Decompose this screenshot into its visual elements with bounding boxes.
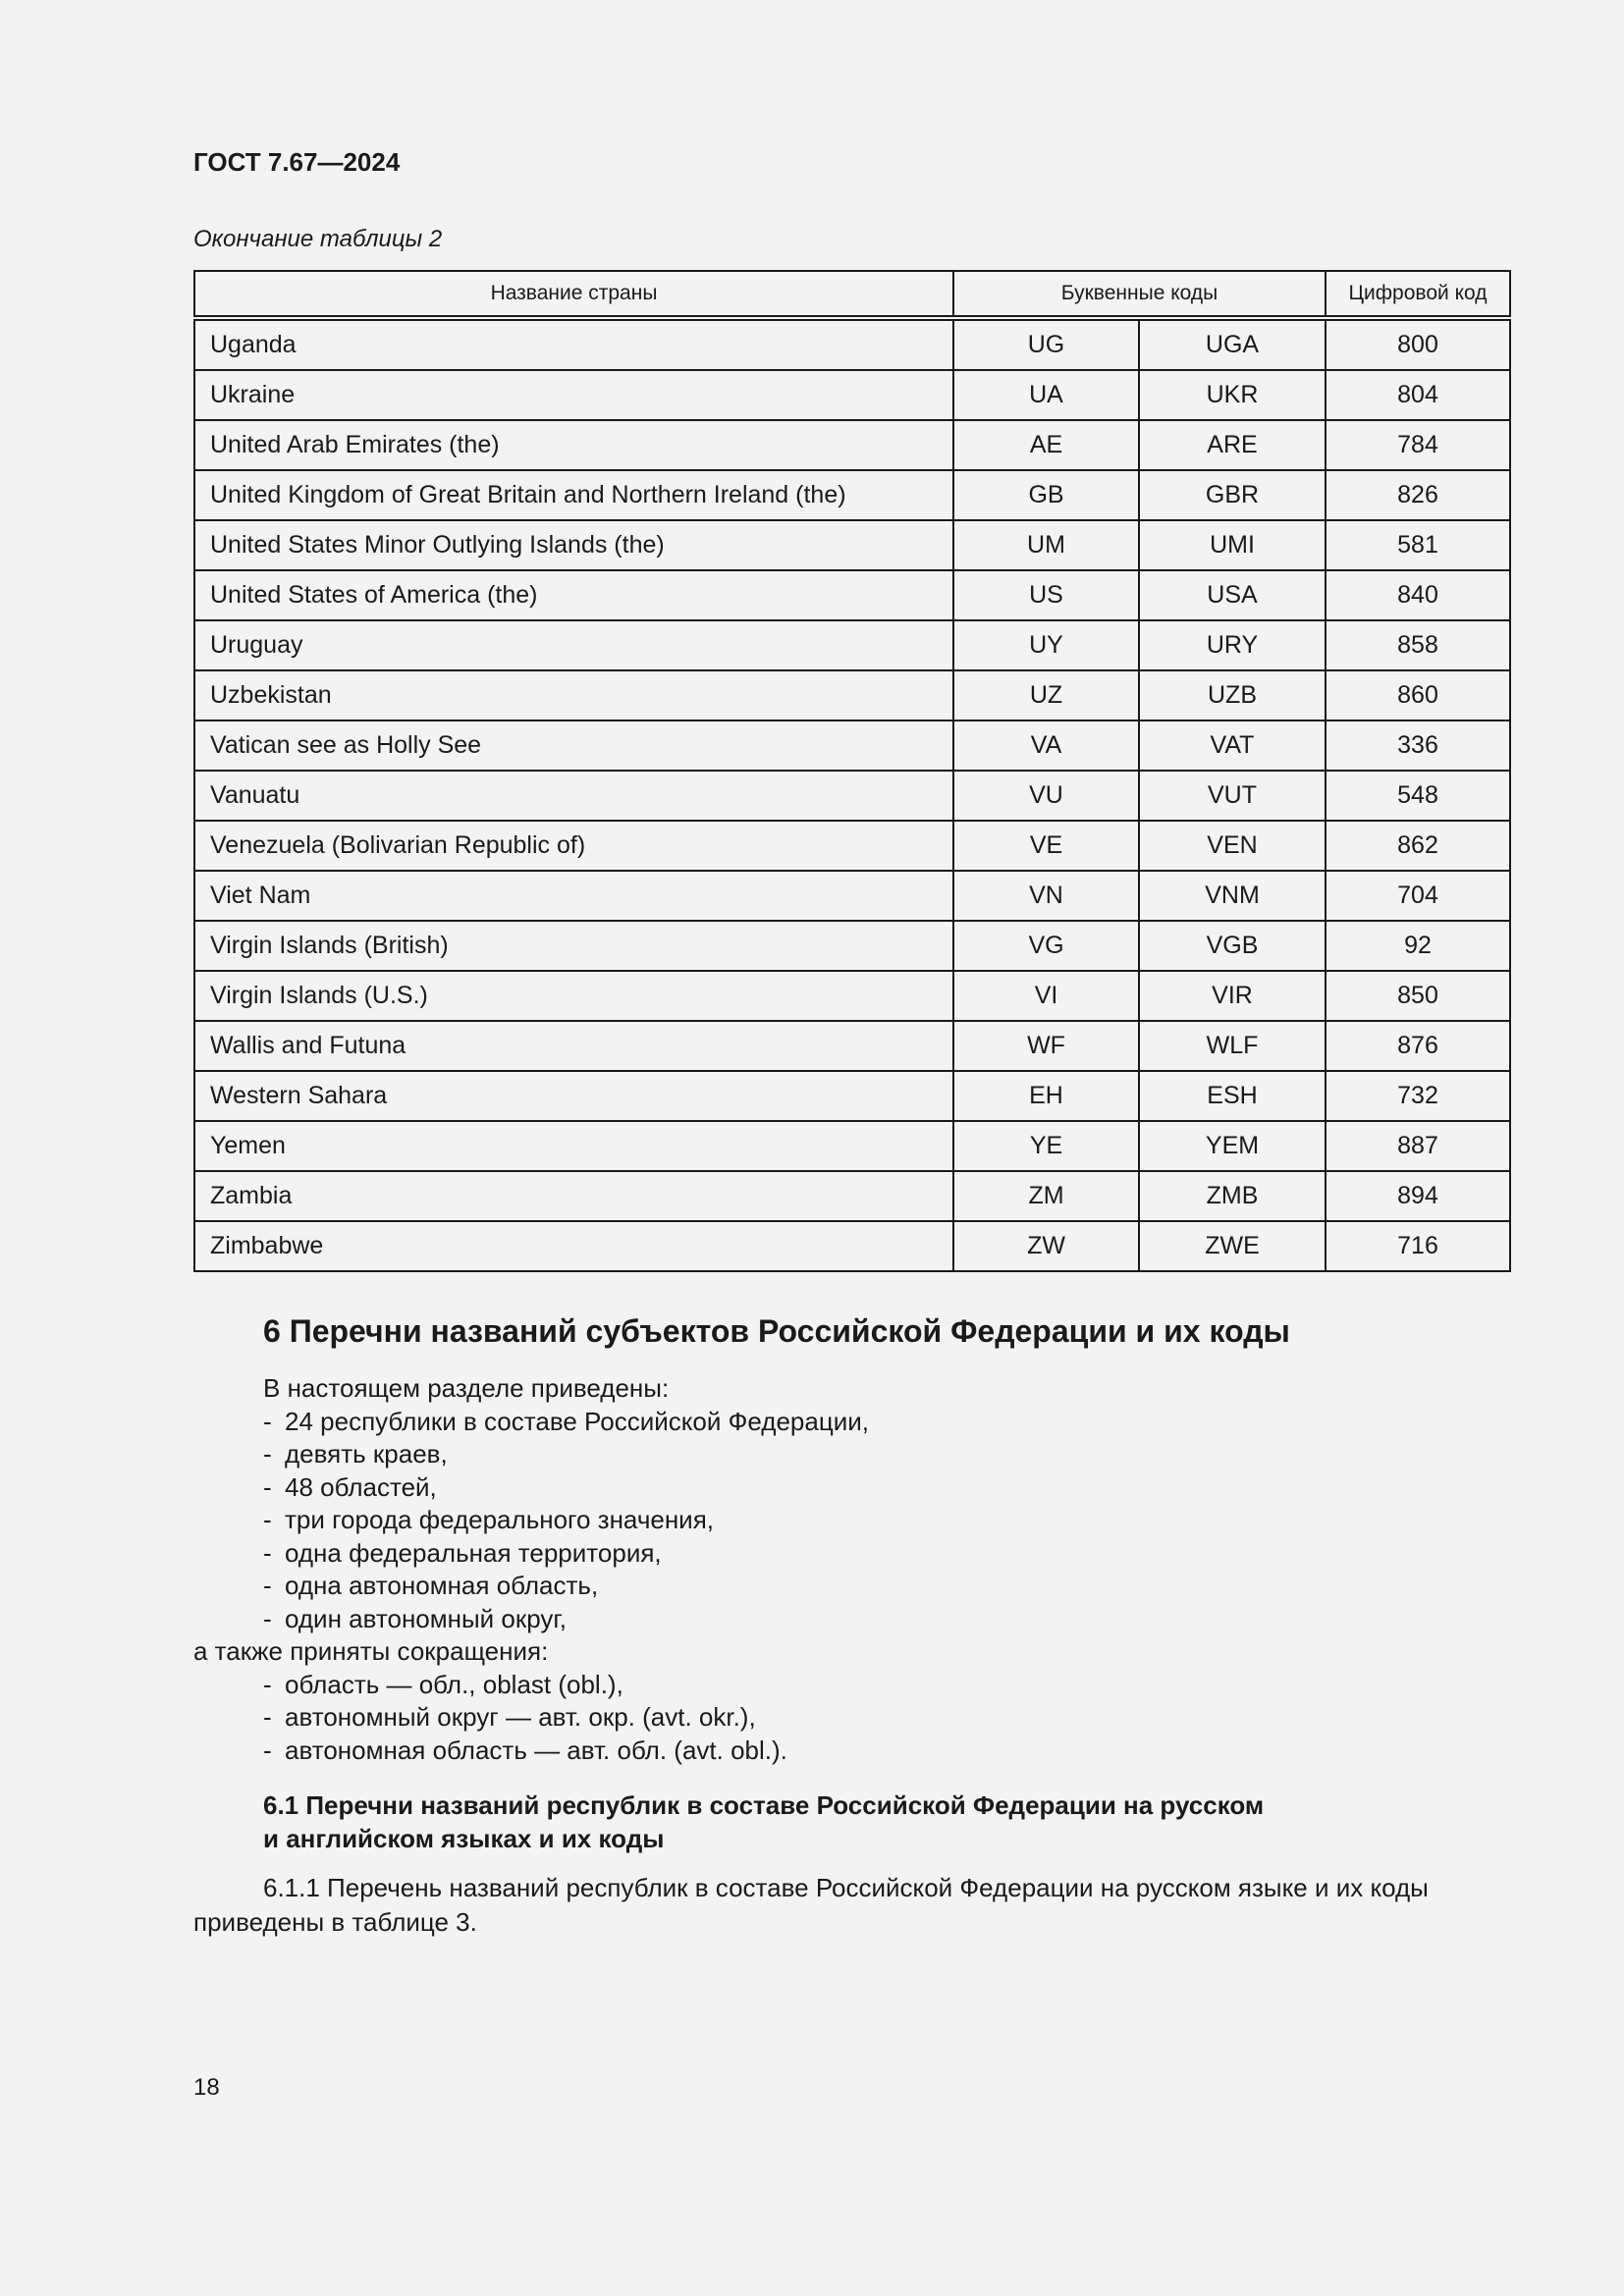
table-row: [194, 1171, 1510, 1221]
list-item-text: автономная область — авт. обл. (avt. obl.).: [285, 1735, 787, 1765]
cell-country: Uruguay: [194, 620, 953, 670]
subsection-title-line-2: и английском языках и их коды: [263, 1824, 665, 1853]
abbreviations-list: [193, 1669, 1509, 1768]
cell-alpha3-code: URY: [1139, 620, 1326, 670]
list-dash: -: [263, 1571, 272, 1600]
cell-alpha3-code: ESH: [1139, 1071, 1326, 1121]
cell-alpha2-code: WF: [953, 1021, 1139, 1071]
table-row: [194, 520, 1510, 570]
cell-numeric-code: 92: [1326, 921, 1510, 971]
column-header-country: Название страны: [194, 271, 953, 318]
cell-country: United Kingdom of Great Britain and Northern Ireland (the): [194, 470, 953, 520]
cell-numeric-code: 860: [1326, 670, 1510, 721]
table-row: [194, 370, 1510, 420]
cell-alpha2-code: ZW: [953, 1221, 1139, 1271]
cell-country: Zimbabwe: [194, 1221, 953, 1271]
cell-numeric-code: 804: [1326, 370, 1510, 420]
list-dash: -: [263, 1669, 272, 1699]
cell-numeric-code: 858: [1326, 620, 1510, 670]
cell-alpha3-code: VGB: [1139, 921, 1326, 971]
country-codes-table: [193, 270, 1511, 1272]
cell-alpha3-code: USA: [1139, 570, 1326, 620]
abbreviation-item: [193, 1669, 1509, 1702]
table-header-row: [194, 271, 1510, 318]
list-item: [193, 1504, 1509, 1537]
list-dash: -: [263, 1439, 272, 1468]
table-row: [194, 620, 1510, 670]
cell-numeric-code: 876: [1326, 1021, 1510, 1071]
table-row: [194, 318, 1510, 370]
list-item: [193, 1603, 1509, 1636]
cell-country: Uganda: [194, 318, 953, 370]
cell-numeric-code: 732: [1326, 1071, 1510, 1121]
table-row: [194, 1071, 1510, 1121]
cell-numeric-code: 862: [1326, 821, 1510, 871]
list-item: [193, 1537, 1509, 1571]
cell-numeric-code: 548: [1326, 771, 1510, 821]
cell-alpha3-code: UKR: [1139, 370, 1326, 420]
cell-country: United Arab Emirates (the): [194, 420, 953, 470]
cell-alpha2-code: AE: [953, 420, 1139, 470]
cell-alpha2-code: VA: [953, 721, 1139, 771]
cell-alpha2-code: UY: [953, 620, 1139, 670]
table-caption: Окончание таблицы 2: [193, 226, 443, 252]
table-body: [194, 318, 1510, 1271]
cell-numeric-code: 840: [1326, 570, 1510, 620]
abbreviation-item: [193, 1701, 1509, 1735]
page-number: 18: [193, 2074, 220, 2101]
cell-alpha3-code: UZB: [1139, 670, 1326, 721]
table-row: [194, 821, 1510, 871]
cell-alpha2-code: UG: [953, 318, 1139, 370]
list-item-text: девять краев,: [285, 1439, 448, 1468]
table-row: [194, 1221, 1510, 1271]
table-row: [194, 921, 1510, 971]
cell-alpha3-code: UMI: [1139, 520, 1326, 570]
cell-country: United States of America (the): [194, 570, 953, 620]
list-dash: -: [263, 1406, 272, 1436]
list-item-text: одна федеральная территория,: [285, 1537, 662, 1568]
cell-numeric-code: 826: [1326, 470, 1510, 520]
subsection-title-line-1: 6.1 Перечни названий республик в составе Российской Федерации на русском: [263, 1790, 1265, 1820]
subjects-list: [193, 1406, 1509, 1636]
cell-country: Zambia: [194, 1171, 953, 1221]
cell-numeric-code: 336: [1326, 721, 1510, 771]
section-6-title: 6 Перечни названий субъектов Российской Федерации и их коды: [263, 1313, 1290, 1349]
subsection-6-1-title: [263, 1789, 1441, 1855]
table-row: [194, 570, 1510, 620]
cell-alpha3-code: GBR: [1139, 470, 1326, 520]
list-item-text: область — обл., oblast (obl.),: [285, 1669, 623, 1699]
table-row: [194, 771, 1510, 821]
cell-country: Wallis and Futuna: [194, 1021, 953, 1071]
cell-numeric-code: 850: [1326, 971, 1510, 1021]
list-item: [193, 1471, 1509, 1505]
cell-country: Venezuela (Bolivarian Republic of): [194, 821, 953, 871]
cell-alpha3-code: VAT: [1139, 721, 1326, 771]
paragraph-6-1-1: 6.1.1 Перечень названий республик в составе Российской Федерации на русском языке и их коды приведены в таблице 3.: [193, 1873, 1429, 1937]
section-6-body: [193, 1372, 1509, 1767]
cell-country: Viet Nam: [194, 871, 953, 921]
cell-alpha3-code: ZWE: [1139, 1221, 1326, 1271]
cell-alpha2-code: EH: [953, 1071, 1139, 1121]
cell-numeric-code: 887: [1326, 1121, 1510, 1171]
document-standard-header: ГОСТ 7.67—2024: [193, 147, 401, 177]
cell-alpha3-code: ARE: [1139, 420, 1326, 470]
list-item-text: три города федерального значения,: [285, 1505, 715, 1534]
table-row: [194, 871, 1510, 921]
abbreviation-item: [193, 1735, 1509, 1768]
abbreviations-intro: а также приняты сокращения:: [193, 1636, 549, 1666]
table-row: [194, 420, 1510, 470]
cell-country: Western Sahara: [194, 1071, 953, 1121]
cell-country: Uzbekistan: [194, 670, 953, 721]
cell-alpha3-code: UGA: [1139, 318, 1326, 370]
cell-numeric-code: 800: [1326, 318, 1510, 370]
cell-alpha3-code: WLF: [1139, 1021, 1326, 1071]
cell-alpha2-code: UA: [953, 370, 1139, 420]
cell-numeric-code: 784: [1326, 420, 1510, 470]
cell-alpha3-code: VNM: [1139, 871, 1326, 921]
cell-alpha2-code: UZ: [953, 670, 1139, 721]
list-item: [193, 1438, 1509, 1471]
section-6-intro: В настоящем разделе приведены:: [263, 1373, 670, 1403]
list-item: [193, 1570, 1509, 1603]
cell-numeric-code: 716: [1326, 1221, 1510, 1271]
list-dash: -: [263, 1471, 272, 1502]
list-item-text: 24 республики в составе Российской Федерации,: [285, 1406, 869, 1436]
cell-alpha2-code: VE: [953, 821, 1139, 871]
cell-alpha3-code: VIR: [1139, 971, 1326, 1021]
cell-alpha2-code: YE: [953, 1121, 1139, 1171]
list-item-text: автономный округ — авт. окр. (avt. okr.),: [285, 1702, 756, 1732]
cell-country: Virgin Islands (British): [194, 921, 953, 971]
cell-alpha2-code: VG: [953, 921, 1139, 971]
cell-alpha2-code: VU: [953, 771, 1139, 821]
cell-alpha3-code: VEN: [1139, 821, 1326, 871]
cell-numeric-code: 581: [1326, 520, 1510, 570]
cell-alpha2-code: GB: [953, 470, 1139, 520]
list-dash: -: [263, 1537, 272, 1568]
column-header-letter-codes: Буквенные коды: [953, 271, 1326, 318]
list-item-text: одна автономная область,: [285, 1571, 599, 1600]
list-item-text: один автономный округ,: [285, 1603, 567, 1633]
cell-alpha3-code: YEM: [1139, 1121, 1326, 1171]
list-dash: -: [263, 1702, 272, 1732]
cell-alpha3-code: VUT: [1139, 771, 1326, 821]
cell-alpha2-code: ZM: [953, 1171, 1139, 1221]
cell-alpha2-code: UM: [953, 520, 1139, 570]
list-item-text: 48 областей,: [285, 1471, 437, 1502]
cell-alpha2-code: US: [953, 570, 1139, 620]
cell-alpha2-code: VN: [953, 871, 1139, 921]
cell-alpha2-code: VI: [953, 971, 1139, 1021]
cell-numeric-code: 894: [1326, 1171, 1510, 1221]
table-row: [194, 1121, 1510, 1171]
column-header-numeric-code: Цифровой код: [1326, 271, 1510, 318]
cell-country: Ukraine: [194, 370, 953, 420]
cell-country: Vatican see as Holly See: [194, 721, 953, 771]
cell-alpha3-code: ZMB: [1139, 1171, 1326, 1221]
cell-numeric-code: 704: [1326, 871, 1510, 921]
table-row: [194, 971, 1510, 1021]
cell-country: United States Minor Outlying Islands (the): [194, 520, 953, 570]
list-dash: -: [263, 1735, 272, 1765]
list-item: [193, 1406, 1509, 1439]
table-row: [194, 721, 1510, 771]
table-row: [194, 1021, 1510, 1071]
cell-country: Vanuatu: [194, 771, 953, 821]
cell-country: Virgin Islands (U.S.): [194, 971, 953, 1021]
list-dash: -: [263, 1505, 272, 1534]
table-row: [194, 670, 1510, 721]
cell-country: Yemen: [194, 1121, 953, 1171]
table-row: [194, 470, 1510, 520]
list-dash: -: [263, 1603, 272, 1633]
